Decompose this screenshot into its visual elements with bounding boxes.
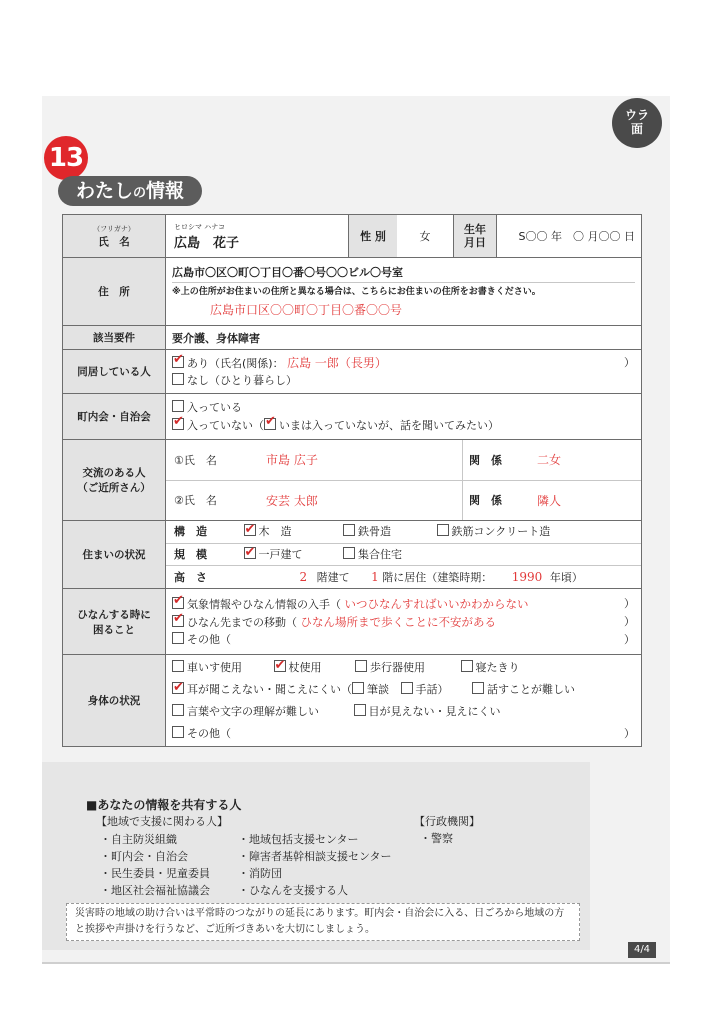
live-floor-value[interactable]: 1 xyxy=(371,570,379,584)
checkbox-unchecked[interactable] xyxy=(172,400,184,412)
community-interested-label: いまは入っていないが、話を聞いてみたい） xyxy=(279,418,499,432)
furigana-value: ヒロシマ ハナコ xyxy=(174,222,225,231)
checkbox-unchecked[interactable] xyxy=(172,632,184,644)
household-no-label: なし（ひとり暮らし） xyxy=(187,373,297,387)
body-line-1 xyxy=(172,657,635,679)
note-line-2: と挨拶や声掛けを行うなど、ご近所づきあいを大切にしましょう。 xyxy=(75,924,375,935)
note-box xyxy=(66,903,580,941)
community-row xyxy=(63,394,642,440)
list-item: ・ひなんを支援する人 xyxy=(238,884,348,897)
requirements-value[interactable]: 要介護、身体障害 xyxy=(166,326,642,350)
back-side-badge xyxy=(612,98,662,148)
requirements-label: 該当要件 xyxy=(63,326,166,350)
address-label: 住 所 xyxy=(63,258,166,326)
list-item: ・地域包括支援センター xyxy=(238,833,359,846)
community-options xyxy=(166,394,642,440)
contact2-name[interactable]: 安芸 太郎 xyxy=(236,480,463,520)
evacuation-info-option[interactable] xyxy=(172,595,635,613)
evacuation-label-line2: 困ること xyxy=(93,623,135,636)
apartment-option: 集合住宅 xyxy=(358,548,402,561)
checkbox-unchecked[interactable] xyxy=(437,524,449,536)
name-field[interactable] xyxy=(166,215,349,257)
contact2-relation[interactable]: 隣人 xyxy=(531,480,641,520)
contact2-relation-label: 関 係 xyxy=(463,480,532,520)
bedridden-option: 寝たきり xyxy=(475,660,520,674)
checkbox-unchecked[interactable] xyxy=(472,682,484,694)
speech-option: 話すことが難しい xyxy=(487,682,575,696)
household-yes-option[interactable] xyxy=(172,354,635,372)
community-out-option[interactable] xyxy=(172,417,635,435)
close-paren: ） xyxy=(624,726,635,740)
contact1-relation-label: 関 係 xyxy=(463,440,532,480)
name-value-cell xyxy=(166,215,642,258)
page-indicator: 4/4 xyxy=(628,942,656,958)
scale-line xyxy=(166,543,641,565)
evacuation-row xyxy=(63,589,642,655)
contact2-name-label: ②氏 名 xyxy=(166,480,236,520)
gender-value[interactable]: 女 xyxy=(397,215,454,257)
checkbox-checked[interactable] xyxy=(264,418,276,430)
household-yes-label: あり（氏名(関係)： xyxy=(187,356,284,370)
body-line-2 xyxy=(172,679,635,701)
personal-info-form xyxy=(62,214,642,747)
name-value: 広島 花子 xyxy=(174,235,240,251)
furigana-label: （フリガナ） xyxy=(93,224,135,233)
name-row xyxy=(63,215,642,258)
language-option: 言葉や文字の理解が難しい xyxy=(187,704,319,718)
checkbox-unchecked[interactable] xyxy=(343,547,355,559)
list-item: ・警察 xyxy=(420,832,453,845)
checkbox-checked[interactable] xyxy=(172,418,184,430)
share-title: ■あなたの情報を共有する人 xyxy=(86,798,242,812)
local-support-col2 xyxy=(238,831,392,899)
note-line-1: 災害時の地域の助け合いは平常時のつながりの延長にあります。町内会・自治会に入る、日ごろから地域の方 xyxy=(75,908,565,919)
height-label: 高 さ xyxy=(174,571,207,584)
birth-label-line2: 月日 xyxy=(464,236,486,249)
close-paren: ） xyxy=(624,355,635,369)
wood-option: 木 造 xyxy=(258,525,292,538)
contact1-name[interactable]: 市島 広子 xyxy=(266,453,318,468)
section-title xyxy=(58,176,202,206)
walker-option: 歩行器使用 xyxy=(370,660,425,674)
housing-label: 住まいの状況 xyxy=(63,521,166,589)
writing-option: 筆談 xyxy=(367,682,389,696)
residential-address: 広島市口区〇〇町〇丁目〇番〇〇号 xyxy=(210,303,403,317)
household-member: 広島 一郎（長男） xyxy=(287,355,387,370)
contacts-value-cell xyxy=(166,440,642,521)
requirements-row xyxy=(63,326,642,350)
checkbox-checked[interactable] xyxy=(172,356,184,368)
evacuation-label-line1: ひなんする時に xyxy=(77,608,151,621)
checkbox-unchecked[interactable] xyxy=(461,660,473,672)
evacuation-move-detail: ひなん場所まで歩くことに不安がある xyxy=(300,614,496,629)
list-item: ・障害者基幹相談支援センター xyxy=(238,850,392,863)
body-status-row xyxy=(63,655,642,747)
detached-option: 一戸建て xyxy=(258,548,303,561)
checkbox-checked[interactable] xyxy=(274,660,286,672)
checkbox-unchecked[interactable] xyxy=(352,682,364,694)
birth-label-line1: 生年 xyxy=(464,223,486,236)
scale-label: 規 模 xyxy=(174,548,207,561)
evacuation-move-label: ひなん先までの移動（ xyxy=(187,615,297,629)
list-item: ・地区社会福祉協議会 xyxy=(100,884,210,897)
evacuation-other-option[interactable] xyxy=(172,631,635,649)
name-label: 氏 名 xyxy=(98,235,130,248)
community-out-label: 入っていない（ xyxy=(187,418,264,432)
household-label: 同居している人 xyxy=(63,350,166,394)
household-row xyxy=(63,350,642,394)
local-support-head: 【地域で支援に関わる人】 xyxy=(96,815,228,828)
body-line-3 xyxy=(172,701,635,723)
close-paren: ） xyxy=(624,596,635,610)
hearing-option: 耳が聞こえない・聞こえにくい（ xyxy=(187,682,352,696)
community-label: 町内会・自治会 xyxy=(63,394,166,440)
local-support-col1 xyxy=(100,831,210,899)
address-note: ※上の住所がお住まいの住所と異なる場合は、こちらにお住まいの住所をお書きください。 xyxy=(172,282,635,301)
checkbox-unchecked[interactable] xyxy=(343,524,355,536)
contacts-row xyxy=(63,440,642,521)
evacuation-move-option[interactable] xyxy=(172,613,635,631)
built-year-value[interactable]: 1990 xyxy=(511,570,543,584)
gender-label: 性 別 xyxy=(349,215,398,257)
contact1-name-label: ①氏 名 xyxy=(174,453,217,467)
checkbox-unchecked[interactable] xyxy=(355,660,367,672)
checkbox-checked[interactable] xyxy=(172,682,184,694)
built-year-suffix: 年頃） xyxy=(549,571,583,584)
checkbox-checked[interactable] xyxy=(172,597,184,609)
cane-option: 杖使用 xyxy=(288,660,322,674)
community-in-label: 入っている xyxy=(187,400,242,414)
steel-option: 鉄骨造 xyxy=(358,525,391,538)
badge-line-2: 面 xyxy=(630,122,643,136)
height-line xyxy=(166,565,641,588)
checkbox-checked[interactable] xyxy=(244,524,256,536)
body-status-options xyxy=(166,655,642,747)
badge-line-1: ウラ xyxy=(624,108,649,122)
evacuation-other-label: その他（ xyxy=(187,632,231,646)
household-options xyxy=(166,350,642,394)
contacts-label-line1: 交流のある人 xyxy=(82,467,146,479)
community-in-option[interactable] xyxy=(172,399,635,417)
checkbox-unchecked[interactable] xyxy=(401,682,413,694)
contacts-label-line2: （ご近所さん） xyxy=(77,482,151,494)
gov-agencies xyxy=(414,813,480,847)
housing-value-cell xyxy=(166,521,642,589)
checkbox-checked[interactable] xyxy=(172,615,184,627)
structure-line xyxy=(166,521,641,543)
vision-option: 目が見えない・見えにくい xyxy=(368,704,501,718)
sign-option: 手話） xyxy=(415,682,449,696)
close-paren: ） xyxy=(624,632,635,646)
checkbox-unchecked[interactable] xyxy=(172,726,184,738)
evacuation-info-detail: いつひなんすればいいかわからない xyxy=(344,596,529,611)
registered-address: 広島市〇区〇町〇丁目〇番〇号〇〇ビル〇号室 xyxy=(172,266,403,279)
structure-label: 構 造 xyxy=(174,525,207,538)
gov-head: 【行政機関】 xyxy=(414,815,480,828)
title-part-a: わたし xyxy=(76,180,134,202)
birth-label xyxy=(454,215,497,257)
list-item: ・町内会・自治会 xyxy=(100,850,188,863)
floors-suffix: 階建て xyxy=(316,571,350,584)
section-number: 13 xyxy=(44,136,88,180)
checkbox-unchecked[interactable] xyxy=(172,373,184,385)
wheelchair-option: 車いす使用 xyxy=(187,660,242,674)
evacuation-options xyxy=(166,589,642,655)
list-item: ・消防団 xyxy=(238,867,282,880)
household-no-option[interactable] xyxy=(172,372,635,390)
floors-value[interactable]: 2 xyxy=(299,570,308,584)
evacuation-label xyxy=(63,589,166,655)
evacuation-info-label: 気象情報やひなん情報の入手（ xyxy=(187,597,341,611)
body-other-option: その他（ xyxy=(187,726,231,740)
housing-row xyxy=(63,521,642,589)
list-item: ・自主防災組織 xyxy=(100,833,177,846)
body-status-label: 身体の状況 xyxy=(63,655,166,747)
close-paren: ） xyxy=(624,614,635,628)
checkbox-unchecked[interactable] xyxy=(172,660,184,672)
list-item: ・民生委員・児童委員 xyxy=(100,867,210,880)
live-floor-suffix: 階に居住（建築時期： xyxy=(382,571,493,584)
footer-divider xyxy=(42,962,670,964)
checkbox-unchecked[interactable] xyxy=(354,704,366,716)
title-part-c: 情報 xyxy=(146,180,185,202)
name-label-cell xyxy=(63,215,166,258)
checkbox-unchecked[interactable] xyxy=(172,704,184,716)
checkbox-checked[interactable] xyxy=(244,547,256,559)
address-row xyxy=(63,258,642,326)
birth-value[interactable]: S〇〇 年 〇 月〇〇 日 xyxy=(497,215,642,257)
title-part-b: の xyxy=(133,186,147,201)
contact1-relation[interactable]: 二女 xyxy=(537,453,562,468)
contacts-label xyxy=(63,440,166,521)
rc-option: 鉄筋コンクリート造 xyxy=(451,525,551,538)
body-line-4 xyxy=(172,723,635,745)
address-value-cell[interactable] xyxy=(166,258,642,326)
